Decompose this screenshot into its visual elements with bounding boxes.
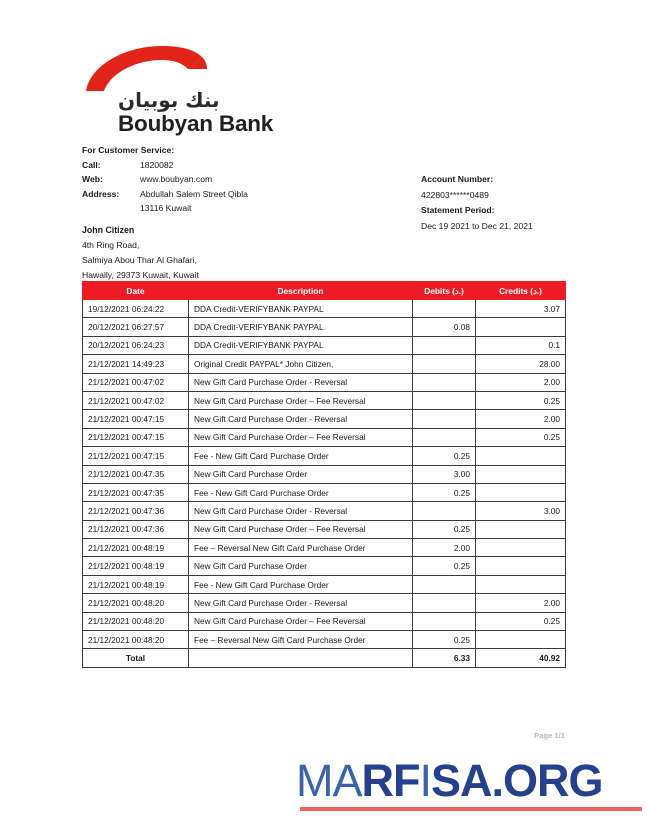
bank-logo <box>84 44 384 136</box>
account-holder-address-1: 4th Ring Road, <box>82 239 140 250</box>
table-row <box>83 575 566 593</box>
total-credit: 40.92 <box>476 649 566 667</box>
cell-date: 21/12/2021 00:47:36 <box>83 520 189 538</box>
cell-credit <box>476 557 566 575</box>
call-label: Call: <box>82 159 101 170</box>
cell-debit: 0.25 <box>413 483 476 501</box>
account-details-block <box>421 172 621 234</box>
table-row <box>83 336 566 354</box>
cell-date: 21/12/2021 14:49:23 <box>83 355 189 373</box>
page-number: Page 1/1 <box>534 731 565 740</box>
cell-description: Fee – Reversal New Gift Card Purchase Order <box>189 631 413 649</box>
table-row <box>83 539 566 557</box>
cell-credit <box>476 539 566 557</box>
cell-debit <box>413 355 476 373</box>
cell-date: 21/12/2021 00:48:20 <box>83 631 189 649</box>
cell-date: 21/12/2021 00:47:15 <box>83 410 189 428</box>
table-row <box>83 300 566 318</box>
cell-credit <box>476 575 566 593</box>
cell-date: 21/12/2021 00:48:19 <box>83 575 189 593</box>
cell-description: Original Credit PAYPAL* John Citizen, <box>189 355 413 373</box>
cell-description: New Gift Card Purchase Order – Fee Reversal <box>189 428 413 446</box>
customer-service-address-row <box>82 187 412 202</box>
statement-period-value: Dec 19 2021 to Dec 21, 2021 <box>421 220 533 231</box>
cell-date: 21/12/2021 00:47:02 <box>83 373 189 391</box>
cell-date: 21/12/2021 00:47:35 <box>83 483 189 501</box>
cell-debit: 0.08 <box>413 318 476 336</box>
cell-credit: 0.1 <box>476 336 566 354</box>
table-row <box>83 520 566 538</box>
cell-credit: 0.25 <box>476 428 566 446</box>
table-row <box>83 447 566 465</box>
customer-service-web-row <box>82 172 412 187</box>
cell-date: 19/12/2021 06:24:22 <box>83 300 189 318</box>
table-total-row <box>83 649 566 667</box>
cell-description: DDA Credit-VERIFYBANK PAYPAL <box>189 336 413 354</box>
account-number-label: Account Number: <box>421 174 494 184</box>
bank-name-english: Boubyan Bank <box>118 111 274 136</box>
cell-credit <box>476 447 566 465</box>
account-holder-block <box>82 223 412 283</box>
web-value[interactable]: www.boubyan.com <box>140 174 213 185</box>
cell-debit <box>413 410 476 428</box>
cell-description: Fee – Reversal New Gift Card Purchase Order <box>189 539 413 557</box>
table-row <box>83 391 566 409</box>
total-debit: 6.33 <box>413 649 476 667</box>
cell-description: New Gift Card Purchase Order <box>189 557 413 575</box>
cell-debit: 0.25 <box>413 631 476 649</box>
cell-date: 21/12/2021 00:48:19 <box>83 539 189 557</box>
cell-debit <box>413 575 476 593</box>
cell-description: New Gift Card Purchase Order - Reversal <box>189 373 413 391</box>
cell-debit <box>413 336 476 354</box>
account-holder-name: John Citizen <box>82 224 135 235</box>
watermark-part-1: MA <box>296 755 362 806</box>
cell-credit: 28.00 <box>476 355 566 373</box>
cell-description: DDA Credit-VERIFYBANK PAYPAL <box>189 318 413 336</box>
cell-description: Fee - New Gift Card Purchase Order <box>189 483 413 501</box>
watermark-part-4: SA.ORG <box>431 755 603 806</box>
cell-description: New Gift Card Purchase Order - Reversal <box>189 410 413 428</box>
cell-date: 21/12/2021 00:48:20 <box>83 612 189 630</box>
cell-description: Fee - New Gift Card Purchase Order <box>189 447 413 465</box>
cell-credit: 0.25 <box>476 612 566 630</box>
account-number-value: 422803******0489 <box>421 189 489 200</box>
table-row <box>83 373 566 391</box>
column-header-description: Description <box>189 282 413 300</box>
cell-description: New Gift Card Purchase Order – Fee Reversal <box>189 520 413 538</box>
cell-debit: 0.25 <box>413 520 476 538</box>
table-row <box>83 410 566 428</box>
customer-service-block <box>82 143 412 283</box>
table-row <box>83 483 566 501</box>
cell-date: 21/12/2021 00:47:15 <box>83 447 189 465</box>
cell-credit <box>476 465 566 483</box>
cell-description: New Gift Card Purchase Order - Reversal <box>189 502 413 520</box>
watermark-underline <box>300 807 642 811</box>
cell-date: 21/12/2021 00:47:02 <box>83 391 189 409</box>
table-row <box>83 502 566 520</box>
cell-description: New Gift Card Purchase Order - Reversal <box>189 594 413 612</box>
cell-debit: 3.00 <box>413 465 476 483</box>
statement-period-label: Statement Period: <box>421 205 495 215</box>
transactions-table <box>82 281 566 668</box>
account-holder-address-2: Salmiya Abou Thar Al Ghafari, <box>82 254 197 265</box>
transactions-body <box>83 300 566 668</box>
column-header-credits: Credits (د.) <box>476 282 566 300</box>
address-label: Address: <box>82 188 120 199</box>
cell-date: 20/12/2021 06:24:23 <box>83 336 189 354</box>
cell-credit: 2.00 <box>476 373 566 391</box>
table-row <box>83 631 566 649</box>
cell-debit: 0.25 <box>413 557 476 575</box>
cell-date: 21/12/2021 00:47:35 <box>83 465 189 483</box>
total-description <box>189 649 413 667</box>
table-row <box>83 355 566 373</box>
cell-debit <box>413 300 476 318</box>
column-header-date: Date <box>83 282 189 300</box>
cell-date: 21/12/2021 00:48:19 <box>83 557 189 575</box>
watermark-part-2: RF <box>361 755 420 806</box>
account-holder-address-3: Hawally, 29373 Kuwait, Kuwait <box>82 269 199 280</box>
table-row <box>83 612 566 630</box>
web-label: Web: <box>82 174 103 185</box>
table-row <box>83 428 566 446</box>
cell-credit: 3.00 <box>476 502 566 520</box>
cell-credit <box>476 631 566 649</box>
cell-debit: 0.25 <box>413 447 476 465</box>
call-value: 1820082 <box>140 159 174 170</box>
customer-service-call-row <box>82 158 412 173</box>
cell-description: New Gift Card Purchase Order – Fee Reversal <box>189 391 413 409</box>
bank-name-arabic: بنك بوبيان <box>118 88 220 112</box>
marfisa-watermark <box>296 757 642 813</box>
cell-date: 21/12/2021 00:47:36 <box>83 502 189 520</box>
address-line-2: 13116 Kuwait <box>140 203 192 214</box>
table-row <box>83 318 566 336</box>
address-line-1: Abdullah Salem Street Qibla <box>140 188 248 199</box>
cell-description: DDA Credit-VERIFYBANK PAYPAL <box>189 300 413 318</box>
cell-debit <box>413 428 476 446</box>
cell-debit <box>413 391 476 409</box>
customer-service-heading: For Customer Service: <box>82 145 175 155</box>
cell-description: New Gift Card Purchase Order – Fee Reversal <box>189 612 413 630</box>
cell-credit: 3.07 <box>476 300 566 318</box>
cell-credit <box>476 483 566 501</box>
cell-date: 21/12/2021 00:48:20 <box>83 594 189 612</box>
cell-debit <box>413 594 476 612</box>
column-header-debits: Debits (د.) <box>413 282 476 300</box>
cell-debit: 2.00 <box>413 539 476 557</box>
cell-description: Fee - New Gift Card Purchase Order <box>189 575 413 593</box>
table-row <box>83 594 566 612</box>
table-header-row <box>83 282 566 300</box>
table-row <box>83 557 566 575</box>
table-row <box>83 465 566 483</box>
cell-debit <box>413 612 476 630</box>
cell-debit <box>413 502 476 520</box>
cell-description: New Gift Card Purchase Order <box>189 465 413 483</box>
cell-credit <box>476 520 566 538</box>
watermark-text <box>296 757 642 805</box>
cell-credit <box>476 318 566 336</box>
cell-credit: 2.00 <box>476 594 566 612</box>
cell-date: 21/12/2021 00:47:15 <box>83 428 189 446</box>
cell-credit: 2.00 <box>476 410 566 428</box>
cell-debit <box>413 373 476 391</box>
cell-credit: 0.25 <box>476 391 566 409</box>
boubyan-swoosh-icon <box>84 44 274 92</box>
total-label: Total <box>83 649 189 667</box>
cell-date: 20/12/2021 06:27:57 <box>83 318 189 336</box>
watermark-part-3: I <box>419 755 432 806</box>
